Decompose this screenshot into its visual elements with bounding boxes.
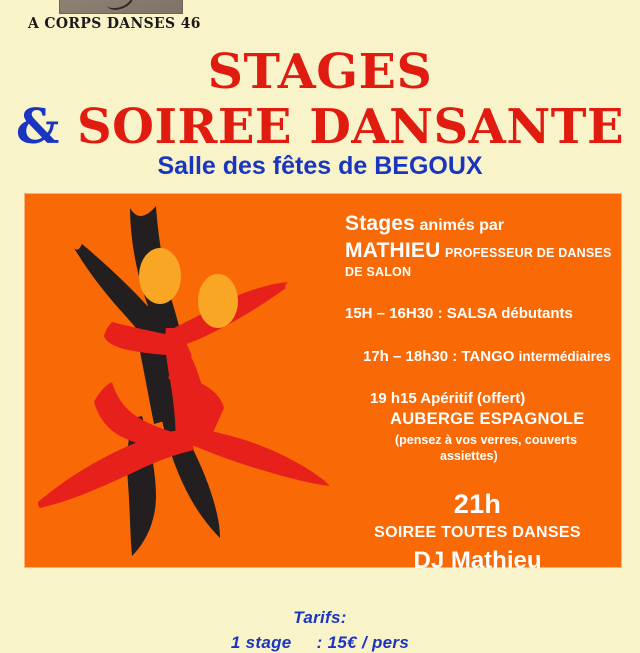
association-logo-image [59,0,183,14]
schedule-item-salsa [345,305,625,322]
intro-animes-par-line [345,212,625,236]
panel-text-column [345,212,625,575]
aperitif-time-line: 19 h15 Apéritif (offert) [370,390,526,407]
headline-soiree-dansante [0,99,640,155]
tarifs-section [0,608,640,653]
aperitif-auberge-espagnole: AUBERGE ESPAGNOLE [390,410,585,428]
venue-subtitle: Salle des fêtes de BEGOUX [157,152,483,180]
dancer-head-left [139,248,181,304]
evening-dj-name: DJ Mathieu [413,547,542,574]
intro-lead-rest: animés par [419,217,505,234]
aperitif-note-line-1: (pensez à vos verres, couverts [395,433,578,447]
headline-soiree-dansante-text: SOIREE DANSANTE [77,99,625,155]
aperitif-note-line-2: assiettes) [440,449,498,463]
schedule-salsa-level: débutants [501,305,573,322]
dancer-head-right [198,274,238,328]
two-dancers-illustration [24,196,344,566]
schedule-salsa-time: 15H – 16H30 : SALSA [345,305,498,322]
tarifs-title: Tarifs: [293,608,347,627]
poster-headline [0,44,640,155]
headline-stages: STAGES [207,44,433,100]
teacher-title-line-2: DE SALON [345,265,412,279]
intro-lead-word: Stages [345,212,416,235]
teacher-title-line-1: PROFESSEUR DE DANSES [444,246,612,260]
teacher-name: MATHIEU [345,239,441,262]
schedule-item-tango [363,348,625,365]
evening-hour: 21h [453,489,502,519]
tarifs-row-one-stage: 1 stage : 15€ / pers [230,633,410,652]
headline-ampersand: & [15,99,60,155]
dancers-svg [24,196,344,566]
evening-party-block [345,489,610,575]
aperitif-block [345,390,625,463]
association-name: A CORPS DANSES 46 [28,15,201,32]
schedule-tango-time: 17h – 18h30 : TANGO [363,348,515,365]
schedule-tango-level: intermédiaires [518,349,611,364]
evening-title: SOIREE TOUTES DANSES [374,524,581,541]
logo-swash-mark [104,0,136,12]
teacher-name-line [345,239,625,263]
